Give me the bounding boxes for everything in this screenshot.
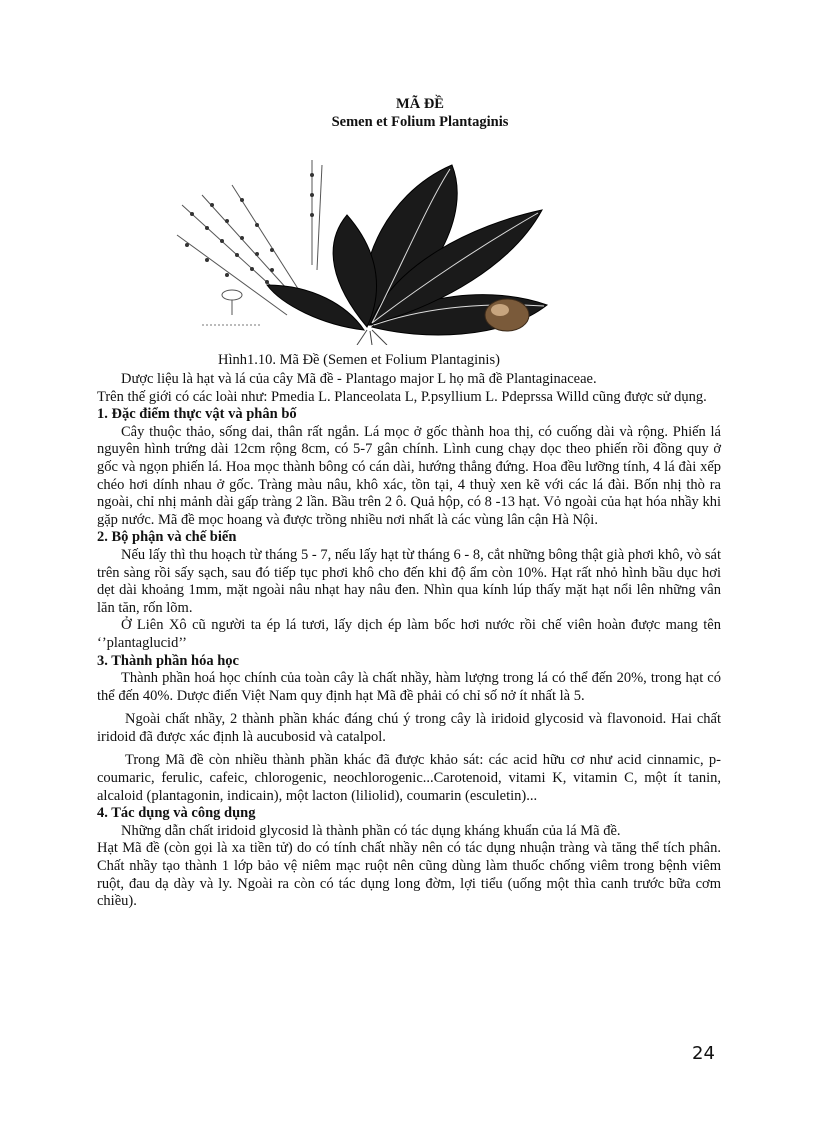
intro-paragraph: Trên thế giới có các loài như: Pmedia L. Planceolata L, P.psyllium L. Pdeprssa Willd cũng được sử dụng. (97, 388, 707, 405)
plantain-illustration-icon (172, 155, 552, 345)
section-paragraph: Ở Liên Xô cũ người ta ép lá tươi, lấy dịch ép làm bốc hơi nước rồi chế viên hoàn được mang tên ‘’plantaglucid’’ (97, 617, 721, 651)
section-heading: 1. Đặc điểm thực vật và phân bố (97, 406, 297, 423)
section-paragraph: Nếu lấy thì thu hoạch từ tháng 5 - 7, nếu lấy hạt từ tháng 6 - 8, cắt những bông thật già phơi khô, vò sát trên sàng rồi sấy sạch, sau đó tiếp tục phơi khô cho đến khi độ ẩm còn 10%. Hạt rất nhỏ hình bầu dục hơi dẹt dài khoảng 1mm, mặt ngoài nâu nhạt hay nâu đen. Nhìn qua kính lúp thấy mặt hạt nổi lên những vân lăn tăn, rốn lõm. (97, 546, 721, 616)
section-heading: 2. Bộ phận và chế biến (97, 529, 237, 546)
section-paragraph: Ngoài chất nhầy, 2 thành phần khác đáng chú ý trong cây là iridoid glycosid và flavonoid. Hai chất iridoid đã được xác định là aucubosid và catalpol. (97, 711, 721, 745)
section-heading: 4. Tác dụng và công dụng (97, 805, 256, 822)
intro-paragraph: Dược liệu là hạt và lá của cây Mã đề - Plantago major L họ mã đề Plantaginaceae. (121, 371, 597, 387)
section-paragraph: Trong Mã đề còn nhiều thành phần khác đã được khảo sát: các acid hữu cơ như acid cinnamic, p-coumaric, ferulic, cafeic, chlorogenic, neochlorogenic...Carotenoid, vitami K, vitamin C, một ít tanin, alcaloid (plantagonin, indicain), một lacton (liliolid), coumarin (esculetin)... (97, 752, 721, 804)
figure-caption: Hình1.10. Mã Đề (Semen et Folium Plantaginis) (218, 352, 500, 368)
page-title: MÃ ĐỀ (396, 96, 444, 112)
section-paragraph: Những dẫn chất iridoid glycosid là thành phần có tác dụng kháng khuẩn của lá Mã đề. (121, 822, 621, 839)
latin-title: Semen et Folium Plantaginis (331, 114, 509, 130)
page-number: 24 (692, 1043, 715, 1064)
section-paragraph: Thành phần hoá học chính của toàn cây là chất nhầy, hàm lượng trong lá có thể đến 20%, trong hạt có thể đến 40%. Dược điển Việt Nam quy định hạt Mã đề phải có chỉ số nở ít nhất là 5. (97, 670, 721, 704)
section-heading: 3. Thành phần hóa học (97, 652, 239, 669)
section-paragraph: Hạt Mã đề (còn gọi là xa tiền tử) do có tính chất nhầy nên có tác dụng nhuận tràng và tăng thể tích phân. Chất nhầy tạo thành 1 lớp bảo vệ niêm mạc ruột nên cũng dùng làm thuốc chống viêm trong bệnh viêm ruột, đau dạ dày và ly. Ngoài ra còn có tác dụng long đờm, lợi tiểu (uống một thìa canh trước bữa cơm chiều). (97, 840, 721, 910)
section-paragraph: Cây thuộc thảo, sống dai, thân rất ngắn. Lá mọc ở gốc thành hoa thị, có cuống dài và rộng. Phiến lá nguyên hình trứng dài 12cm rộng 8cm, có 5-7 gân chính. Lình cung chạy dọc theo phiến rồi đồng quy ở gốc và ngọn phiến lá. Hoa mọc thành bông có cán dài, hướng thẳng đứng. Hoa đều lưỡng tính, 4 lá đài xếp chéo hơi dính nhau ở gốc. Tràng màu nâu, khô xác, tồn tại, 4 thuỳ xen kẽ với các lá đài. Bốn nhị thò ra ngoài, chỉ nhị mảnh dài gấp tràng 2 lần. Bầu trên 2 ô. Quả hộp, có 8 -13 hạt. Vỏ ngoài của hạt hóa nhầy khi gặp nước. Mã đề mọc hoang và được trồng nhiều nơi nhất là các vùng lân cận Hà Nội. (97, 423, 721, 528)
document-body (97, 371, 721, 911)
